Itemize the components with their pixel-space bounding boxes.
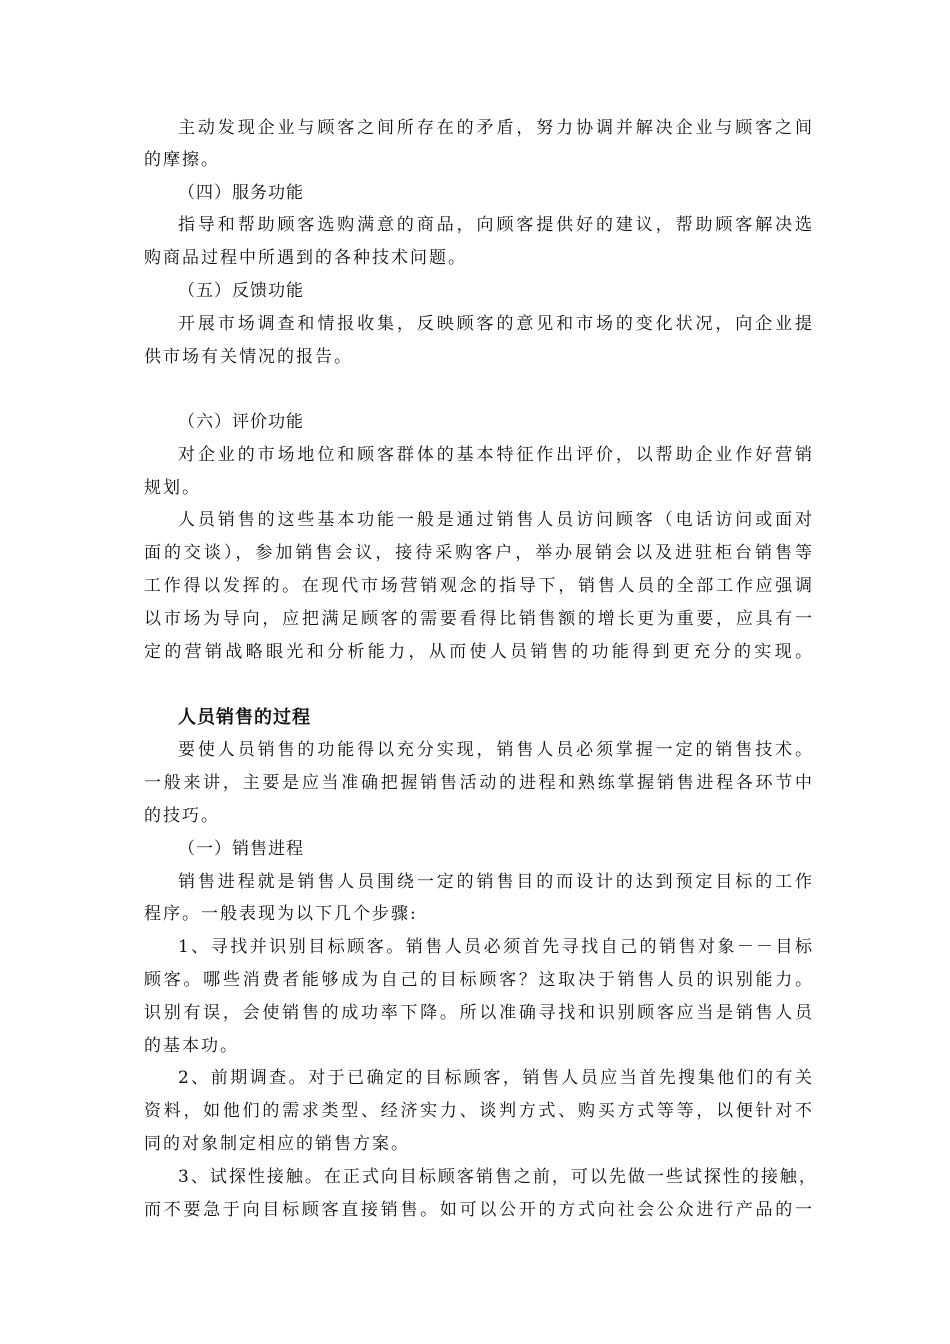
text-line: 同的对象制定相应的销售方案。	[144, 1134, 410, 1154]
text-line: 购商品过程中所遇到的各种技术问题。	[144, 248, 467, 268]
text-line: 工作得以发挥的。在现代市场营销观念的指导下，销售人员的全部工作应强调	[144, 576, 814, 596]
section-subheading: （五）反馈功能	[178, 281, 304, 301]
text-line: 定的营销战略眼光和分析能力，从而使人员销售的功能得到更充分的实现。	[144, 642, 814, 662]
text-line: 程序。一般表现为以下几个步骤:	[144, 904, 418, 924]
section-subheading: （四）服务功能	[178, 183, 304, 203]
text-line: 要使人员销售的功能得以充分实现，销售人员必须掌握一定的销售技术。	[178, 740, 814, 760]
text-line: 而不要急于向目标顾客直接销售。如可以公开的方式向社会公众进行产品的一	[144, 1200, 814, 1220]
text-line: 人员销售的这些基本功能一般是通过销售人员访问顾客（电话访问或面对	[178, 510, 814, 530]
text-line: 以市场为导向，应把满足顾客的需要看得比销售额的增长更为重要，应具有一	[144, 609, 814, 629]
text-line: 供市场有关情况的报告。	[144, 347, 353, 367]
text-line: 面的交谈），参加销售会议，接待采购客户，举办展销会以及进驻柜台销售等	[144, 543, 814, 563]
text-line: 规划。	[144, 478, 201, 498]
text-line: 指导和帮助顾客选购满意的商品，向顾客提供好的建议，帮助顾客解决选	[178, 215, 814, 235]
text-line: 销售进程就是销售人员围绕一定的销售目的而设计的达到预定目标的工作	[178, 872, 814, 892]
text-line: 资料，如他们的需求类型、经济实力、谈判方式、购买方式等等，以便针对不	[144, 1101, 814, 1121]
text-line: 的基本功。	[144, 1036, 239, 1056]
text-line: 的摩擦。	[144, 150, 220, 170]
text-line: 3、试探性接触。在正式向目标顾客销售之前，可以先做一些试探性的接触，	[178, 1167, 818, 1187]
text-line: 1、寻找并识别目标顾客。销售人员必须首先寻找自己的销售对象－－目标	[178, 937, 814, 957]
text-line: 一般来讲，主要是应当准确把握销售活动的进程和熟练掌握销售进程各环节中	[144, 773, 814, 793]
text-line: 识别有误，会使销售的成功率下降。所以准确寻找和识别顾客应当是销售人员	[144, 1003, 814, 1023]
text-line: 的技巧。	[144, 806, 220, 826]
text-line: 顾客。哪些消费者能够成为自己的目标顾客？这取决于销售人员的识别能力。	[144, 970, 814, 990]
text-line: 主动发现企业与顾客之间所存在的矛盾，努力协调并解决企业与顾客之间	[178, 118, 814, 138]
text-line: 2、前期调查。对于已确定的目标顾客，销售人员应当首先搜集他们的有关	[178, 1068, 814, 1088]
section-subheading: （六）评价功能	[178, 412, 304, 432]
text-line: 对企业的市场地位和顾客群体的基本特征作出评价，以帮助企业作好营销	[178, 445, 814, 465]
text-line: 开展市场调查和情报收集，反映顾客的意见和市场的变化状况，向企业提	[178, 314, 814, 334]
section-subheading: （一）销售进程	[178, 839, 304, 859]
section-heading: 人员销售的过程	[178, 707, 311, 728]
